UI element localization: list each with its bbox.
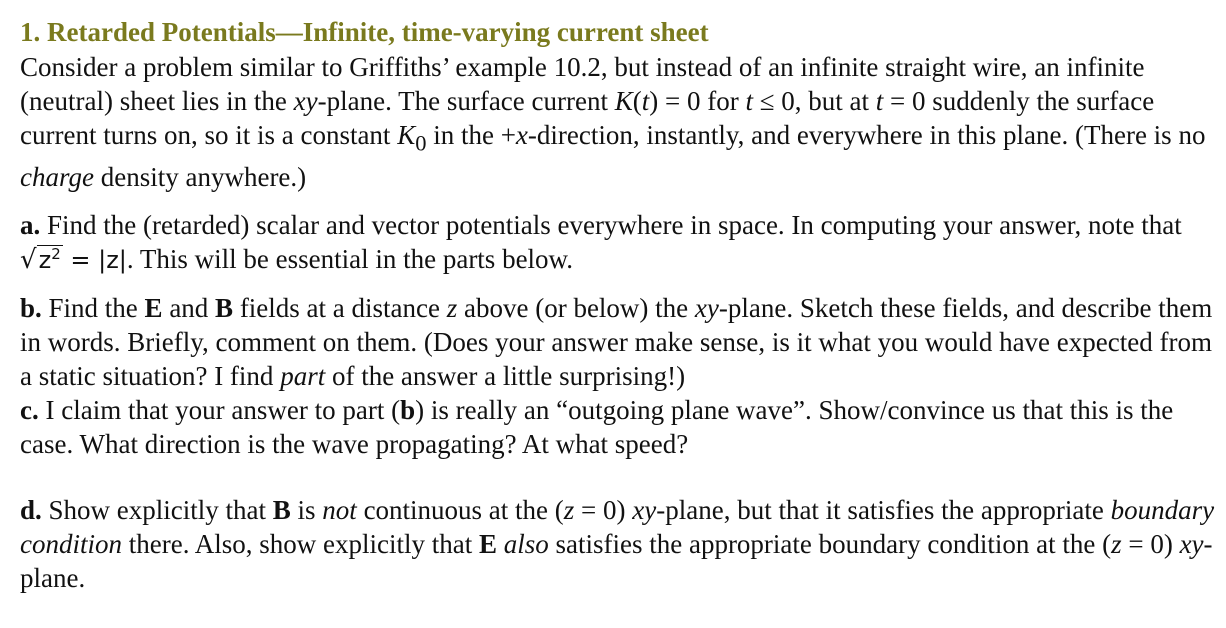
sqrt-expression: $√z^2$ (20, 245, 61, 276)
problem-intro: Consider a problem similar to Griffiths’ example 10.2, but instead of an infinite straight wire, an infinite (neutral) sheet lies in the xy-plane. The surface current K(t) = 0 for t ≤ 0, but at t = 0 suddenly the surface current turns on, so it is a constant $K_0$ in the +x-direction, instantly, and everywhere in this plane. (There is no charge density anywhere.) (20, 52, 1206, 193)
part-c-label: c. (20, 395, 39, 426)
problem-title: 1. Retarded Potentials—Infinite, time-varying current sheet (20, 17, 709, 47)
part-d-label: d. (20, 495, 42, 526)
problem-document (20, 14, 1216, 595)
part-b: b. Find the E and B fields at a distance z above (or below) the xy-plane. Sketch these fields, and describe them in words. Briefly, comment on them. (Does your answer make sense, is it what you would have expected from a static situation? I find part of the answer a little surprising!) (20, 293, 1213, 392)
part-c: c. I claim that your answer to part (b) is really an “outgoing plane wave”. Show/convince us that this is the case. What direction is the wave propagating? At what speed? (20, 395, 1174, 460)
part-a: a. Find the (retarded) scalar and vector potentials everywhere in space. In computing your answer, note that $√z^2 = |z|$. This will be essential in the parts below. (20, 210, 1182, 276)
part-b-label: b. (20, 293, 42, 324)
part-d: d. Show explicitly that B is not continuous at the (z = 0) xy-plane, but that it satisfies the appropriate boundary condition there. Also, show explicitly that E also satisfies the appropriate boundary condition at the (z = 0) xy-plane. (20, 495, 1215, 594)
part-a-label: a. (20, 210, 41, 241)
